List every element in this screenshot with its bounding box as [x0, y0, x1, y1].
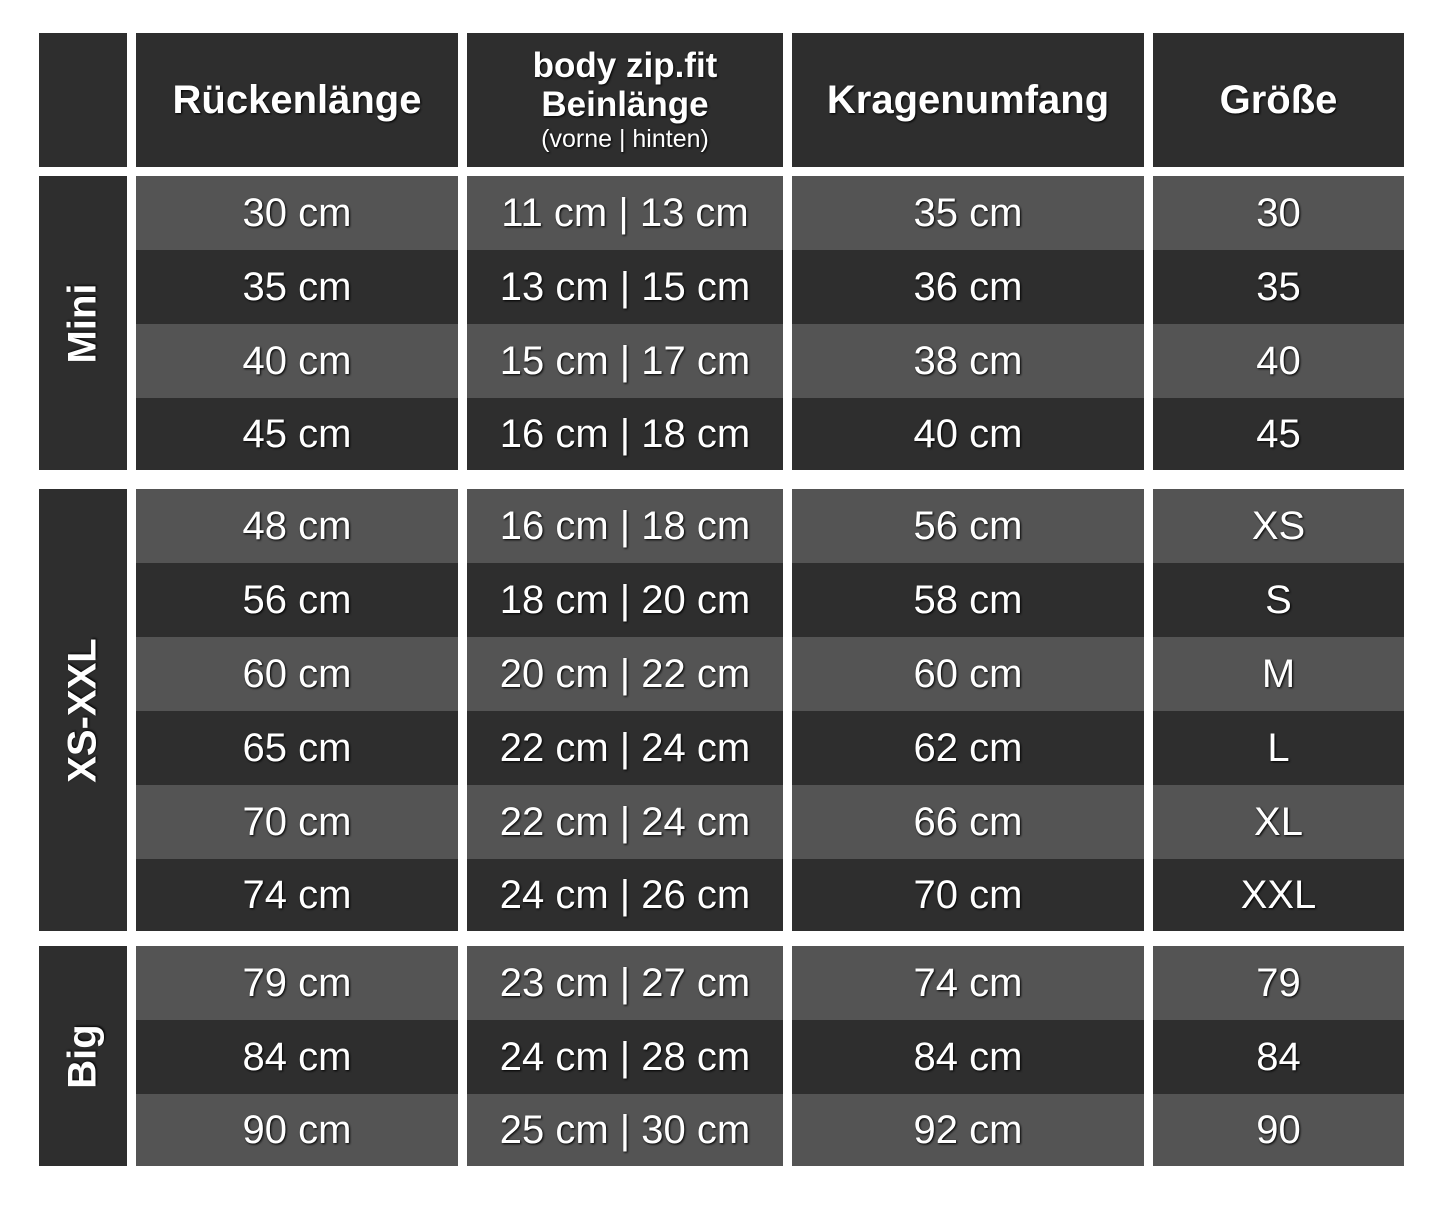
header-corner [39, 33, 127, 167]
header-size [1153, 33, 1404, 167]
table-cell-leg [467, 711, 783, 785]
table-cell-back-value: 65 cm [242, 725, 352, 770]
table-cell-collar [792, 250, 1144, 324]
table-cell-leg [467, 398, 783, 470]
table-cell-collar [792, 1020, 1144, 1094]
table-cell-leg-value: 15 cm | 17 cm [499, 338, 751, 383]
table-cell-collar-value: 35 cm [913, 190, 1023, 235]
table-cell-size-value: XXL [1240, 872, 1317, 917]
table-cell-size-value: 79 [1256, 960, 1301, 1005]
header-back-length-label: Rückenlänge [172, 77, 422, 122]
table-cell-leg-value: 24 cm | 28 cm [499, 1034, 751, 1079]
table-cell-leg [467, 324, 783, 398]
table-cell-size-value: 90 [1256, 1107, 1301, 1152]
table-cell-leg-value: 23 cm | 27 cm [499, 960, 751, 1005]
table-cell-back [136, 946, 458, 1020]
table-cell-collar [792, 398, 1144, 470]
table-cell-size [1153, 250, 1404, 324]
table-cell-collar [792, 324, 1144, 398]
table-cell-back [136, 250, 458, 324]
table-cell-back-value: 30 cm [242, 190, 352, 235]
table-cell-collar-value: 40 cm [913, 411, 1023, 456]
table-cell-size [1153, 489, 1404, 563]
table-cell-leg [467, 637, 783, 711]
table-cell-collar-value: 36 cm [913, 264, 1023, 309]
table-cell-collar-value: 74 cm [913, 960, 1023, 1005]
table-cell-collar [792, 1094, 1144, 1166]
table-cell-back [136, 1020, 458, 1094]
table-cell-collar-value: 84 cm [913, 1034, 1023, 1079]
table-cell-collar-value: 70 cm [913, 872, 1023, 917]
table-cell-collar-value: 60 cm [913, 651, 1023, 696]
table-cell-size-value: 45 [1256, 411, 1301, 456]
table-cell-back [136, 1094, 458, 1166]
table-cell-back [136, 398, 458, 470]
table-cell-leg [467, 489, 783, 563]
group-big-label: Big [60, 1023, 105, 1089]
table-cell-collar [792, 489, 1144, 563]
table-cell-leg-value: 18 cm | 20 cm [499, 577, 751, 622]
table-cell-collar [792, 563, 1144, 637]
table-cell-size [1153, 1020, 1404, 1094]
table-cell-size-value: S [1265, 577, 1292, 622]
table-cell-collar [792, 711, 1144, 785]
table-cell-back [136, 324, 458, 398]
table-cell-collar-value: 66 cm [913, 799, 1023, 844]
header-back-length [136, 33, 458, 167]
table-cell-size-value: M [1261, 651, 1296, 696]
table-cell-leg [467, 250, 783, 324]
table-cell-back [136, 711, 458, 785]
table-cell-back-value: 70 cm [242, 799, 352, 844]
table-cell-collar-value: 58 cm [913, 577, 1023, 622]
table-cell-size [1153, 946, 1404, 1020]
table-cell-leg [467, 946, 783, 1020]
table-cell-leg [467, 859, 783, 931]
table-cell-back [136, 785, 458, 859]
table-cell-back-value: 35 cm [242, 264, 352, 309]
table-cell-back-value: 84 cm [242, 1034, 352, 1079]
table-cell-leg-value: 24 cm | 26 cm [499, 872, 751, 917]
table-cell-leg-value: 22 cm | 24 cm [499, 725, 751, 770]
group-xs-xxl-label: XS-XXL [60, 637, 105, 783]
table-cell-collar [792, 637, 1144, 711]
table-cell-size [1153, 785, 1404, 859]
table-cell-leg-value: 11 cm | 13 cm [501, 190, 749, 235]
table-cell-size-value: 35 [1256, 264, 1301, 309]
table-cell-back [136, 859, 458, 931]
header-leg-label: Beinlänge [541, 85, 709, 124]
table-cell-leg-value: 25 cm | 30 cm [499, 1107, 751, 1152]
table-cell-size [1153, 563, 1404, 637]
header-leg-note: (vorne | hinten) [541, 125, 709, 153]
table-cell-collar-value: 38 cm [913, 338, 1023, 383]
table-cell-collar-value: 62 cm [913, 725, 1023, 770]
table-cell-size [1153, 637, 1404, 711]
table-cell-leg [467, 785, 783, 859]
table-cell-back [136, 489, 458, 563]
header-leg-product: body zip.fit [532, 46, 718, 85]
table-cell-size [1153, 324, 1404, 398]
table-cell-leg [467, 1020, 783, 1094]
table-cell-back [136, 176, 458, 250]
group-big-label-cell [39, 946, 127, 1166]
table-cell-size-value: 84 [1256, 1034, 1301, 1079]
table-cell-size [1153, 711, 1404, 785]
group-xs-xxl-label-cell [39, 489, 127, 931]
table-cell-back-value: 79 cm [242, 960, 352, 1005]
table-cell-size-value: 30 [1256, 190, 1301, 235]
table-cell-back [136, 637, 458, 711]
table-cell-leg-value: 16 cm | 18 cm [499, 503, 751, 548]
header-leg-length [467, 33, 783, 167]
table-cell-collar-value: 92 cm [913, 1107, 1023, 1152]
table-cell-size-value: XL [1254, 799, 1303, 844]
group-mini-label-cell [39, 176, 127, 470]
table-cell-back-value: 45 cm [242, 411, 352, 456]
table-cell-size [1153, 176, 1404, 250]
table-cell-leg-value: 13 cm | 15 cm [499, 264, 751, 309]
table-cell-collar-value: 56 cm [913, 503, 1023, 548]
table-cell-back-value: 74 cm [242, 872, 352, 917]
header-collar [792, 33, 1144, 167]
table-cell-collar [792, 176, 1144, 250]
table-cell-back [136, 563, 458, 637]
table-cell-size [1153, 398, 1404, 470]
table-cell-collar [792, 785, 1144, 859]
table-cell-back-value: 60 cm [242, 651, 352, 696]
table-cell-leg-value: 16 cm | 18 cm [499, 411, 751, 456]
table-cell-collar [792, 859, 1144, 931]
table-cell-leg-value: 22 cm | 24 cm [499, 799, 751, 844]
table-cell-back-value: 48 cm [242, 503, 352, 548]
table-cell-size [1153, 859, 1404, 931]
table-cell-collar [792, 946, 1144, 1020]
table-cell-leg [467, 176, 783, 250]
table-cell-leg-value: 20 cm | 22 cm [499, 651, 751, 696]
header-size-label: Größe [1219, 77, 1338, 122]
table-cell-size-value: XS [1251, 503, 1306, 548]
table-cell-size-value: 40 [1256, 338, 1301, 383]
table-cell-leg [467, 563, 783, 637]
table-cell-back-value: 90 cm [242, 1107, 352, 1152]
header-collar-label: Kragenumfang [826, 77, 1110, 122]
table-cell-back-value: 56 cm [242, 577, 352, 622]
group-mini-label: Mini [60, 283, 105, 363]
table-cell-back-value: 40 cm [242, 338, 352, 383]
table-cell-size [1153, 1094, 1404, 1166]
table-cell-leg [467, 1094, 783, 1166]
table-cell-size-value: L [1267, 725, 1290, 770]
